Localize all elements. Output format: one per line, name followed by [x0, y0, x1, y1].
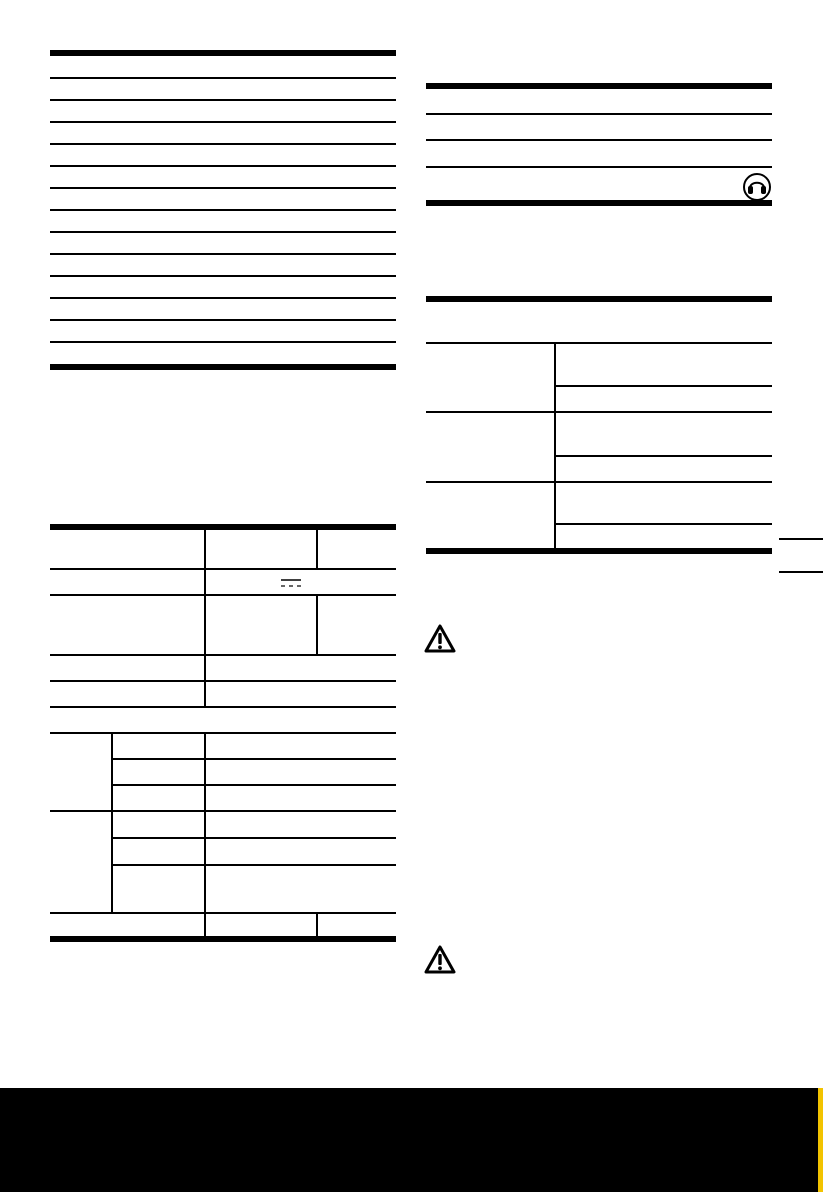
table-row-rule [426, 139, 772, 141]
group-divider [111, 734, 113, 912]
table-row-rule [50, 121, 396, 123]
table-row-rule [50, 680, 396, 682]
column-divider [204, 682, 206, 706]
ear-protection-icon [743, 173, 771, 201]
table-row-rule [556, 385, 772, 387]
footer-accent-edge [818, 1088, 823, 1192]
table-row-rule [426, 166, 772, 168]
table-row-rule [50, 165, 396, 167]
table-top-rule [50, 524, 396, 530]
side-tab-mark [779, 538, 823, 540]
table-row-rule [556, 455, 772, 457]
column-divider [204, 734, 206, 912]
column-divider [204, 570, 206, 594]
table-row-rule [50, 77, 396, 79]
table-row-rule [50, 706, 396, 708]
table-row-rule [50, 231, 396, 233]
table-row-rule [50, 732, 396, 734]
table-bottom-rule [50, 364, 396, 370]
table-row-rule [50, 654, 396, 656]
table-row-rule [426, 113, 772, 115]
table-row-rule [50, 319, 396, 321]
table-row-rule [113, 758, 396, 760]
table-row-rule [50, 810, 396, 812]
table-row-rule [426, 411, 772, 413]
column-divider [554, 344, 556, 550]
table-top-rule [426, 83, 772, 89]
table-row-rule [50, 209, 396, 211]
table-row-rule [50, 253, 396, 255]
direct-current-icon [280, 578, 302, 590]
warning-triangle-icon [423, 623, 457, 655]
column-divider [316, 596, 318, 654]
table-row-rule [50, 99, 396, 101]
table-row-rule [50, 912, 396, 914]
table-row-rule [113, 784, 396, 786]
table-row-rule [50, 187, 396, 189]
warning-triangle-icon [423, 944, 457, 976]
table-row-rule [426, 481, 772, 483]
table-bottom-rule [50, 936, 396, 942]
table-row-rule [50, 275, 396, 277]
table-bottom-rule [426, 548, 772, 554]
table-row-rule [50, 341, 396, 343]
table-row-rule [50, 568, 396, 570]
column-divider [204, 596, 206, 654]
column-divider [204, 914, 206, 936]
table-row-rule [113, 837, 396, 839]
table-top-rule [426, 296, 772, 302]
table-row-rule [50, 297, 396, 299]
table-row-rule [113, 864, 396, 866]
page-footer-band [0, 1088, 823, 1192]
table-row-rule [426, 342, 772, 344]
column-divider [316, 530, 318, 568]
table-bottom-rule [426, 200, 772, 206]
column-divider [204, 530, 206, 568]
table-row-rule [556, 523, 772, 525]
table-row-rule [50, 594, 396, 596]
column-divider [204, 656, 206, 680]
column-divider [316, 914, 318, 936]
side-tab-mark [779, 571, 823, 573]
table-row-rule [50, 143, 396, 145]
table-top-rule [50, 50, 396, 56]
